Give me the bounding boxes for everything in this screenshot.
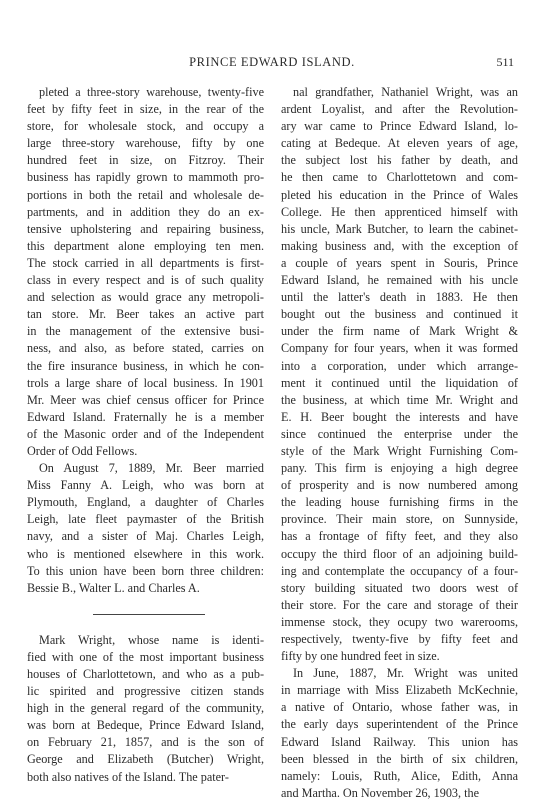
text-line: houses of Charlottetown, and who as a pub- xyxy=(27,667,264,681)
text-line: into a corporation, under which arrange- xyxy=(281,358,518,373)
text-line: Order of Odd Fellows. xyxy=(27,443,138,458)
text-line: College. He then apprenticed himself with xyxy=(281,204,518,219)
text-line: Edward Island. Fraternally he is a member xyxy=(27,409,264,424)
text-line: bought out the business and continued it xyxy=(281,307,518,322)
paragraph xyxy=(281,84,518,665)
text-line: Leigh, late fleet paymaster of the British xyxy=(27,512,264,527)
text-line: lic spirited and progressive citizen stands xyxy=(27,684,264,699)
text-line: the business, at which time Mr. Wright and xyxy=(281,392,518,407)
text-line: portions in both the retail and wholesale de- xyxy=(27,187,264,202)
text-line: large three-story warehouse, fifty by one xyxy=(27,136,264,151)
text-line: Mark Wright, whose name is identi- xyxy=(39,632,264,647)
text-line: their store. For the care and storage of their xyxy=(281,597,518,612)
text-line: business has rapidly grown to mammoth pro- xyxy=(27,170,264,185)
text-line: on February 21, 1857, and is the son of xyxy=(27,735,264,750)
text-line: nal grandfather, Nathaniel Wright, was an xyxy=(293,85,518,99)
text-line: pleted a three-story warehouse, twenty-five xyxy=(39,85,264,99)
text-line: both also natives of the Island. The pater- xyxy=(27,769,229,784)
text-line: the fire insurance business, in which he con- xyxy=(27,358,264,373)
text-line: trols a large share of local business. In 1901 xyxy=(27,375,264,390)
running-title: PRINCE EDWARD ISLAND. xyxy=(189,55,355,69)
right-column xyxy=(281,84,518,802)
text-line: under the firm name of Mark Wright & xyxy=(281,324,518,339)
text-line: navy, and a sister of Maj. Charles Leigh, xyxy=(27,529,264,544)
section-divider xyxy=(27,597,264,632)
text-line: style of the Mark Wright Furnishing Com- xyxy=(281,443,518,458)
text-line: immense stock, they ocupy two warerooms, xyxy=(281,614,518,629)
text-line: Bessie B., Walter L. and Charles A. xyxy=(27,580,200,595)
text-line: fied with one of the most important business xyxy=(27,649,264,664)
paragraph xyxy=(27,460,264,597)
text-line: George and Elizabeth (Butcher) Wright, xyxy=(27,752,264,767)
text-line: since continued the enterprise under the xyxy=(281,426,518,441)
text-line: ness, and also, as before stated, carries on xyxy=(27,341,264,356)
text-line: his uncle, Mark Butcher, to learn the cabinet- xyxy=(281,221,518,236)
text-line: of prosperity and is now numbered among xyxy=(281,478,518,493)
text-line: in marriage with Miss Elizabeth McKechnie, xyxy=(281,683,518,698)
text-line: feet by fifty feet in size, in the rear of the xyxy=(27,102,264,117)
text-line: Miss Fanny A. Leigh, who was born at xyxy=(27,478,264,493)
text-line: who is mentioned elsewhere in this work. xyxy=(27,546,264,561)
text-line: a native of Ontario, whose father was, in xyxy=(281,700,518,715)
text-line: and Martha. On November 26, 1903, the xyxy=(281,785,479,800)
text-line: pleted his education in the Prince of Wales xyxy=(281,187,518,202)
text-line: ardent Loyalist, and after the Revolution- xyxy=(281,102,518,117)
text-line: The stock carried in all departments is first- xyxy=(27,255,264,270)
text-line: the early days superintendent of the Prince xyxy=(281,717,518,732)
text-line: occupy the third floor of an adjoining build- xyxy=(281,546,518,561)
text-line: story building situated two doors west of xyxy=(281,580,518,595)
text-line: Edward Island, he remained with his uncle xyxy=(281,273,518,288)
page-number: 511 xyxy=(496,55,514,69)
text-line: respectively, twenty-five by fifty feet and xyxy=(281,632,518,646)
text-line: On August 7, 1889, Mr. Beer married xyxy=(39,461,264,476)
text-line: namely: Louis, Ruth, Alice, Edith, Anna xyxy=(281,768,518,783)
text-line: province. Their main store, on Sunnyside, xyxy=(281,512,518,527)
text-line: was born at Bedeque, Prince Edward Island, xyxy=(27,718,264,733)
text-line: Plymouth, England, a daughter of Charles xyxy=(27,495,264,510)
text-line: Company for four years, when it was formed xyxy=(281,341,518,356)
text-line: ing and contemplate the occupancy of a four- xyxy=(281,563,518,578)
text-line: To this union have been born three children: xyxy=(27,563,264,578)
text-line: a couple of years spent in Souris, Prince xyxy=(281,255,518,270)
text-line: fifty by one hundred feet in size. xyxy=(281,649,440,664)
text-line: he then came to Charlottetown and com- xyxy=(281,170,518,185)
paragraph xyxy=(27,84,264,460)
text-line: has a frontage of fifty feet, and they also xyxy=(281,529,518,544)
text-line: ment it continued until the liquidation of xyxy=(281,375,518,390)
divider-rule xyxy=(93,614,205,615)
text-line: tensive upholstering and repairing business, xyxy=(27,221,264,236)
text-line: E. H. Beer bought the interests and have xyxy=(281,409,518,424)
text-line: Mr. Meer was chief census officer for Prince xyxy=(27,392,264,407)
text-line: and selection as would grace any metropoli- xyxy=(27,290,264,305)
running-head xyxy=(0,55,544,71)
text-line: in the management of the extensive busi- xyxy=(27,324,264,339)
text-line: pany. This firm is enjoying a high degree xyxy=(281,461,518,476)
text-line: class in every respect and is of such quality xyxy=(27,273,264,288)
paragraph xyxy=(27,632,264,786)
text-line: the subject lost his father by death, and xyxy=(281,153,518,168)
text-line: of the Masonic order and of the Independent xyxy=(27,426,264,441)
text-line: store, for wholesale stock, and occupy a xyxy=(27,119,264,134)
text-line: partments, and in addition they do an ex- xyxy=(27,204,264,219)
text-line: hundred feet in size, on Fitzroy. Their xyxy=(27,153,264,168)
text-line: tan store. Mr. Beer takes an active part xyxy=(27,307,264,322)
text-line: ary war came to Prince Edward Island, lo- xyxy=(281,119,518,134)
text-line: until the latter's death in 1883. He then xyxy=(281,290,518,305)
text-line: high in the general regard of the community, xyxy=(27,701,264,716)
text-line: this department alone employing ten men. xyxy=(27,238,264,253)
text-line: In June, 1887, Mr. Wright was united xyxy=(293,666,518,681)
text-line: been blessed in the birth of six children, xyxy=(281,751,518,766)
left-column xyxy=(27,84,264,786)
text-line: Edward Island Railway. This union has xyxy=(281,734,518,749)
text-line: cating at Bedeque. At eleven years of age, xyxy=(281,136,518,151)
text-line: the leading house furnishing firms in the xyxy=(281,495,518,510)
text-line: making business and, with the exception of xyxy=(281,238,518,253)
paragraph xyxy=(281,665,518,802)
